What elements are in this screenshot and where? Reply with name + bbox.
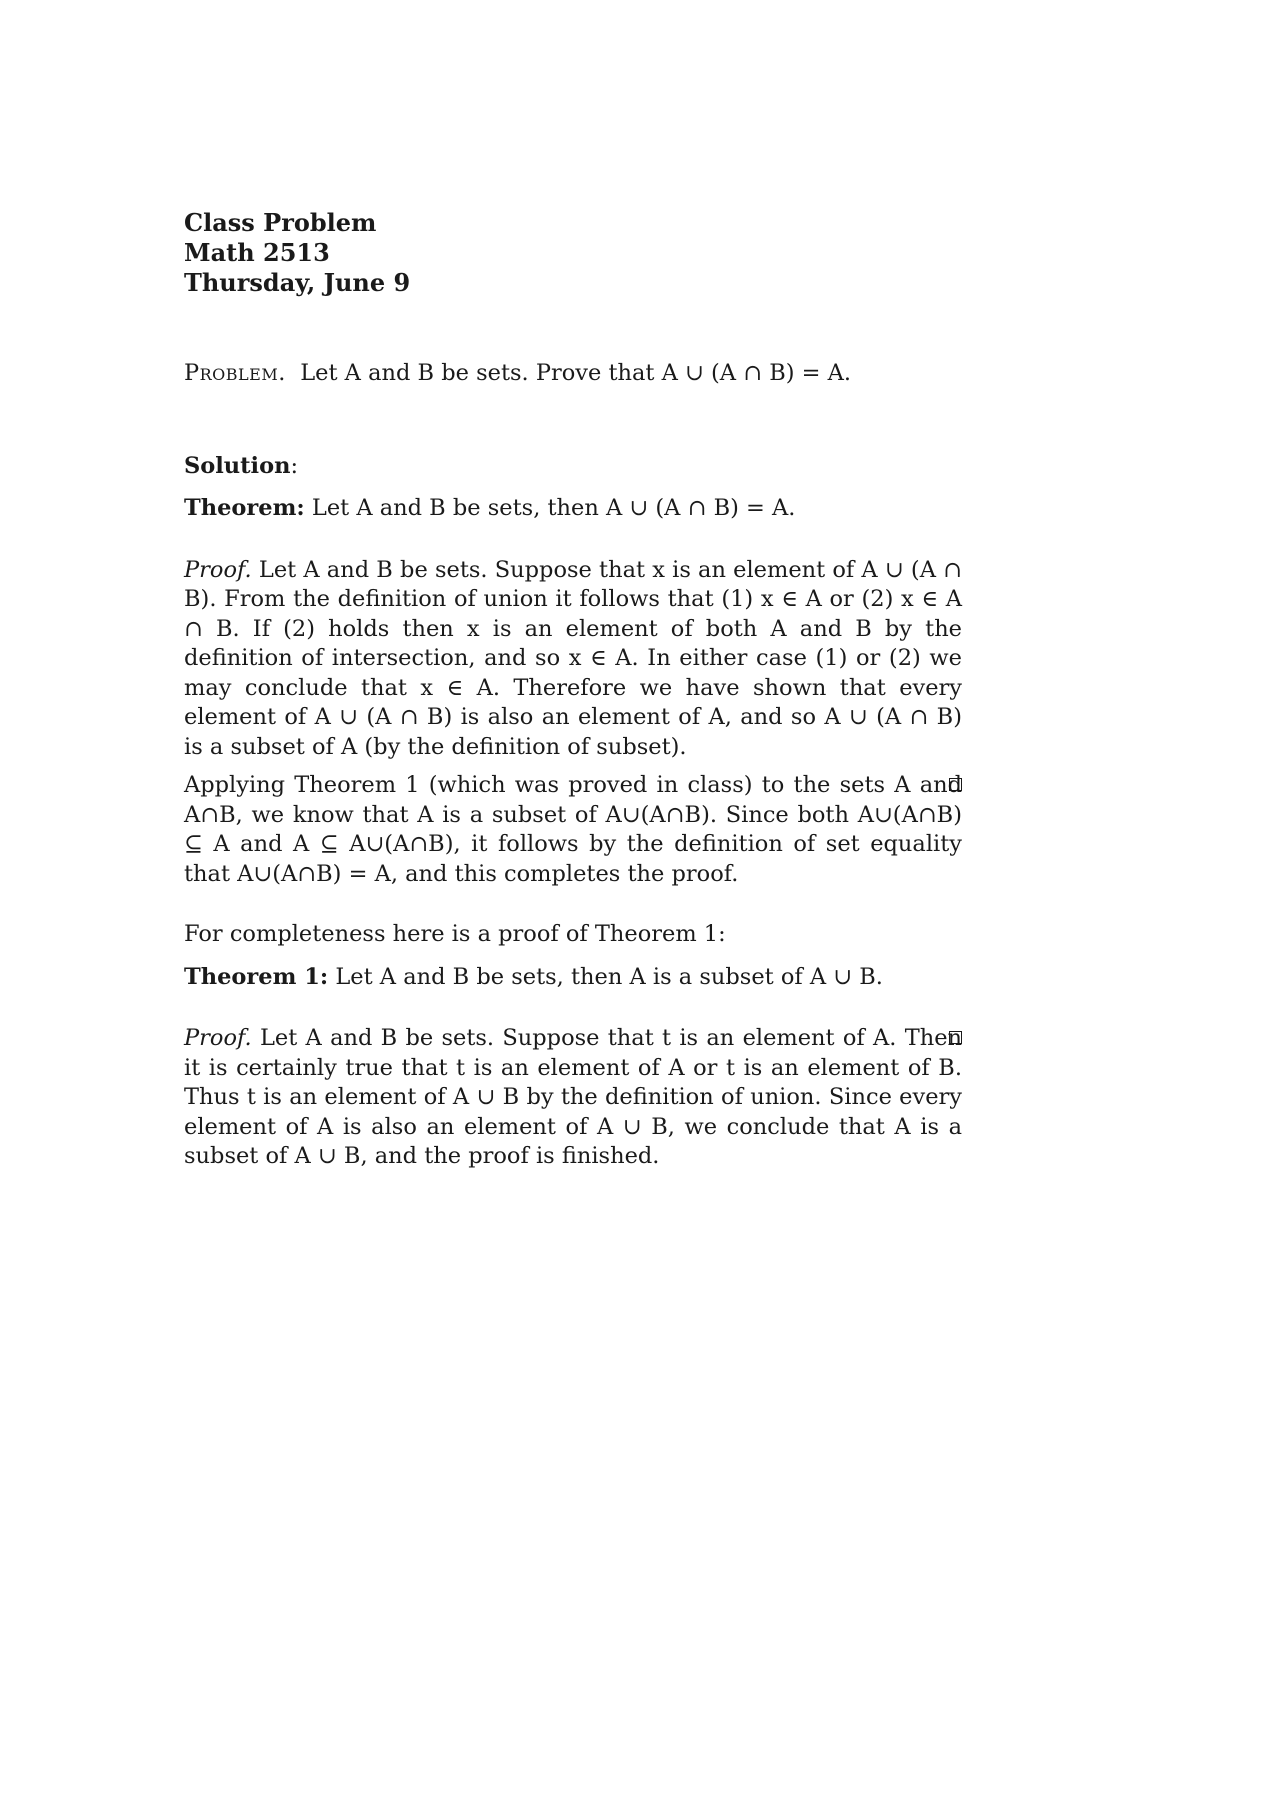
solution-label: Solution (184, 452, 291, 479)
proof-theorem1-paragraph (184, 1024, 962, 1172)
problem-label: Problem. (184, 360, 286, 386)
document-header (184, 208, 962, 298)
proof-conclusion-text: Applying Theorem 1 (which was proved in class) to the sets A and A∩B, we know that A is a subset of A∪(A∩B). Since both A∪(A∩B) ⊆ A and A ⊆ A∪(A∩B), it follows by the definition of set equality that A∪(A∩B) = A, and this completes the proof. (184, 772, 962, 887)
proof2-text: Let A and B be sets. Suppose that t is an element of A. Then it is certainly true that t is an element of A or t is an element of B. Thus t is an element of A ∪ B by the definition of union. Since every element of A is also an element of A ∪ B, we conclude that A is a subset of A ∪ B, and the proof is finished. (184, 1025, 963, 1169)
solution-colon: : (290, 452, 299, 479)
theorem-label: Theorem: (184, 495, 305, 521)
header-course: Math 2513 (184, 238, 330, 267)
proof-conclusion-paragraph (184, 771, 962, 889)
proof-label: Proof. (184, 556, 252, 583)
theorem1-label: Theorem 1: (184, 963, 329, 990)
completeness-note: For completeness here is a proof of Theorem 1: (184, 921, 726, 947)
qed-square-icon (949, 1031, 962, 1044)
theorem1-statement (184, 963, 962, 993)
problem-statement (184, 359, 962, 389)
theorem-statement (184, 494, 962, 524)
document-page (184, 208, 962, 1172)
header-title: Class Problem (184, 208, 377, 237)
proof-main-paragraph (184, 556, 962, 763)
header-date: Thursday, June 9 (184, 268, 411, 297)
qed-square-icon (949, 778, 962, 791)
solution-heading (184, 452, 962, 482)
problem-text: Let A and B be sets. Prove that A ∪ (A ∩ B) = A. (300, 360, 852, 386)
theorem-text: Let A and B be sets, then A ∪ (A ∩ B) = A. (311, 495, 796, 521)
proof2-label: Proof. (184, 1025, 252, 1051)
proof-text: Let A and B be sets. Suppose that x is an element of A ∪ (A ∩ B). From the definition of union it follows that (1) x ∈ A or (2) x ∈ A ∩ B. If (2) holds then x is an element of both A and B by the definition of intersection, and so x ∈ A. In either case (1) or (2) we may conclude that x ∈ A. Therefore we have shown that every element of A ∪ (A ∩ B) is also an element of A, and so A ∪ (A ∩ B) is a subset of A (by the definition of subset). (184, 556, 962, 760)
theorem1-text: Let A and B be sets, then A is a subset of A ∪ B. (335, 963, 883, 990)
